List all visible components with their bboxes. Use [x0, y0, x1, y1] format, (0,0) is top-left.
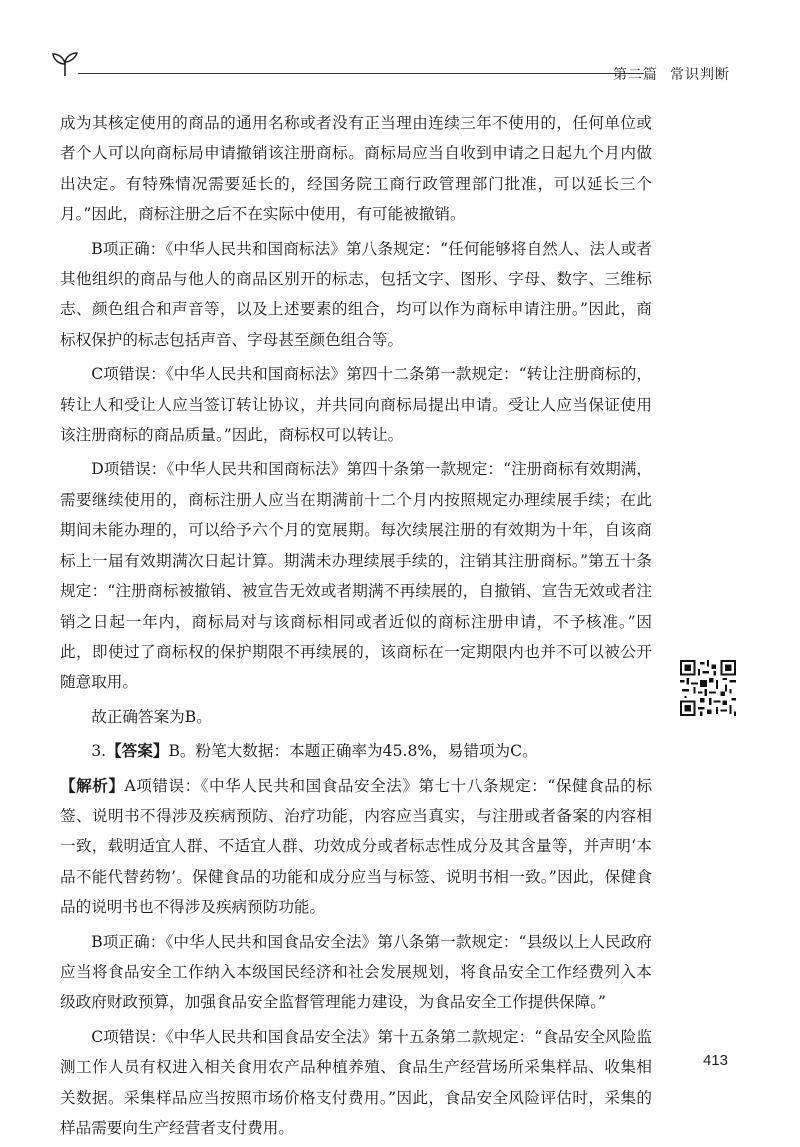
paragraph: B项正确：《中华人民共和国食品安全法》第八条第一款规定：“县级以上人民政府应当将食品安全工作纳入本级国民经济和社会发展规划，将食品安全工作经费列入本级政府财政预算，加强食品安全监督管理能力建设，为食品安全工作提供保障。” — [60, 932, 652, 1012]
question-number: 3. — [91, 742, 107, 761]
paragraph: C项错误：《中华人民共和国食品安全法》第十五条第二款规定：“食品安全风险监测工作人员有权进入相关食用农产品种植养殖、食品生产经营场所采集样品、收集相关数据。采集样品应当按照市场价格支付费用。”因此，食品安全风险评估时，采集的样品需要向生产经营者支付费用。 — [60, 1027, 652, 1137]
chapter-title: 常识判断 — [670, 67, 730, 83]
paragraph: 故正确答案为B。 — [91, 707, 212, 726]
analysis-paragraph — [60, 771, 652, 923]
sprout-icon — [50, 50, 80, 78]
answer-text: B。粉笔大数据：本题正确率为45.8%，易错项为C。 — [168, 742, 538, 761]
paragraph: C项错误：《中华人民共和国商标法》第四十二条第一款规定：“转让注册商标的，转让人和受让人应当签订转让协议，并共同向商标局提出申请。受让人应当保证使用该注册商标的商品质量。”因此，商标权可以转让。 — [60, 365, 652, 445]
page-body — [60, 108, 652, 1147]
analysis-text: A项错误：《中华人民共和国食品安全法》第七十八条规定：“保健食品的标签、说明书不得涉及疾病预防、治疗功能，内容应当真实，与注册或者备案的内容相一致，载明适宜人群、不适宜人群、功效成分或者标志性成分及其含量等，并声明‘本品不能代替药物’。保健食品的功能和成分应当与标签、说明书相一致。”因此，保健食品的说明书也不得涉及疾病预防功能。 — [60, 776, 652, 917]
qr-code-icon — [680, 660, 736, 716]
section-label — [601, 64, 730, 84]
paragraph: D项错误：《中华人民共和国商标法》第四十条第一款规定：“注册商标有效期满，需要继续使用的，商标注册人应当在期满前十二个月内按照规定办理续展手续；在此期间未能办理的，可以给予六个月的宽展期。每次续展注册的有效期为十年，自该商标上一届有效期满次日起计算。期满未办理续展手续的，注销其注册商标。”第五十条规定：“注册商标被撤销、被宣告无效或者期满不再续展的，自撤销、宣告无效或者注销之日起一年内，商标局对与该商标相同或者近似的商标注册申请，不予核准。”因此，即使过了商标权的保护期限不再续展的，该商标在一定期限内也并不可以被公开随意取用。 — [60, 460, 652, 692]
paragraph: 成为其核定使用的商品的通用名称或者没有正当理由连续三年不使用的，任何单位或者个人可以向商标局申请撤销该注册商标。商标局应当自收到申请之日起九个月内做出决定。有特殊情况需要延长的，经国务院工商行政管理部门批准，可以延长三个月。”因此，商标注册之后不在实际中使用，有可能被撤销。 — [60, 114, 652, 224]
analysis-label: 【解析】 — [60, 775, 125, 795]
paragraph: B项正确：《中华人民共和国商标法》第八条规定：“任何能够将自然人、法人或者其他组织的商品与他人的商品区别开的标志，包括文字、图形、字母、数字、三维标志、颜色组合和声音等，以及上述要素的组合，均可以作为商标申请注册。”因此，商标权保护的标志包括声音、字母甚至颜色组合等。 — [60, 239, 652, 349]
answer-label: 【答案】 — [106, 741, 169, 761]
header-rule — [78, 73, 644, 74]
part-title: 第二篇 — [613, 67, 658, 83]
answer-paragraph — [60, 736, 652, 766]
page-number: 413 — [702, 1052, 728, 1069]
page-header — [50, 44, 730, 84]
